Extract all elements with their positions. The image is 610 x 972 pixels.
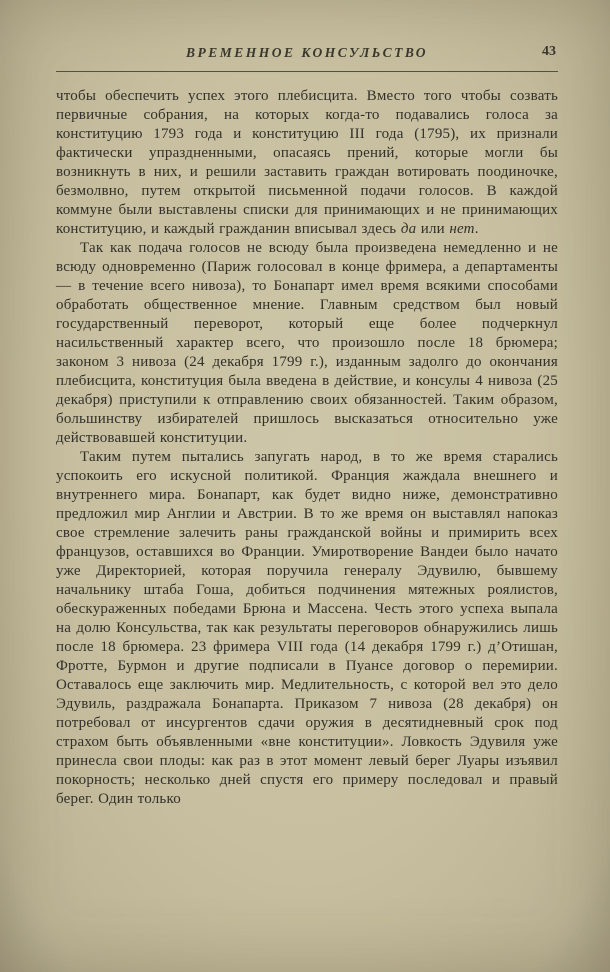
paragraph-3: Таким путем пытались запугать народ, в то же время старались успокоить его искусной политикой. Франция жаждала внешнего и внутреннего мира. Бонапарт, как будет видно ниже, демонстративно предложил мир Англии и Австрии. В то же время он выставлял напоказ свое стремление залечить раны гражданской войны и примирить всех французов, оставшихся во Франции. Умиротворение Вандеи было начато уже Директорией, которая поручила генералу Эдувилю, бывшему начальнику штаба Гоша, добиться подчинения мятежных роялистов, обескураженных победами Брюна и Массена. Честь этого успеха выпала на долю Консульства, так как результаты переговоров обнаружились лишь после 18 брюмера. 23 фримера VIII года (14 декабря 1799 г.) д’Отишан, Фротте, Бурмон и другие подписали в Пуансе договор о перемирии. Оставалось еще заключить мир. Медлительность, с которой вел это дело Эдувиль, раздражала Бонапарта. Приказом 7 нивоза (28 декабря) он потребовал от инсургентов сдачи оружия в десятидневный срок под страхом быть объявленными «вне конституции». Ловкость Эдувиля уже принесла свои плоды: как раз в этот момент левый берег Луары изъявил покорность; несколько дней спустя его примеру последовал и правый берег. Один только xyxy=(56,449,558,807)
running-title: ВРЕМЕННОЕ КОНСУЛЬСТВО xyxy=(186,45,428,60)
page-header xyxy=(56,44,558,72)
paragraph-1-connector: или xyxy=(416,221,450,237)
paragraph-1-end: . xyxy=(474,221,479,237)
paragraph-1 xyxy=(56,87,558,239)
paragraph-1-text: чтобы обеспечить успех этого плебисцита. Вместо того чтобы созвать первичные собрания, на которых когда-то подавались голоса за конституцию 1793 года и конституцию III года (1795), их признали фактически упраздненными, опасаясь прений, которые могли бы возникнуть в них, и решили заставить граждан вотировать поодиночке, безмолвно, путем открытой письменной подачи голосов. В каждой коммуне были выставлены списки для принимающих и не принимающих конституцию, и каждый гражданин вписывал здесь xyxy=(56,88,558,237)
paragraph-2: Так как подача голосов не всюду была произведена немедленно и не всюду одновременно (Париж голосовал в конце фримера, а департаменты — в течение всего нивоза), то Бонапарт имел время всякими способами обработать общественное мнение. Главным средством был новый государственный переворот, который еще более подчеркнул насильственный характер всего, что произошло после 18 брюмера; законом 3 нивоза (24 декабря 1799 г.), изданным задолго до окончания плебисцита, конституция была введена в действие, и консулы 4 нивоза (25 декабря) приступили к отправлению своих обязанностей. Таким образом, большинству избирателей пришлось высказаться относительно уже действовавшей конституции. xyxy=(56,240,558,446)
body-text xyxy=(56,87,558,809)
page-number: 43 xyxy=(542,44,556,59)
italic-word-no: нет xyxy=(449,221,475,237)
italic-word-yes: да xyxy=(400,221,417,237)
